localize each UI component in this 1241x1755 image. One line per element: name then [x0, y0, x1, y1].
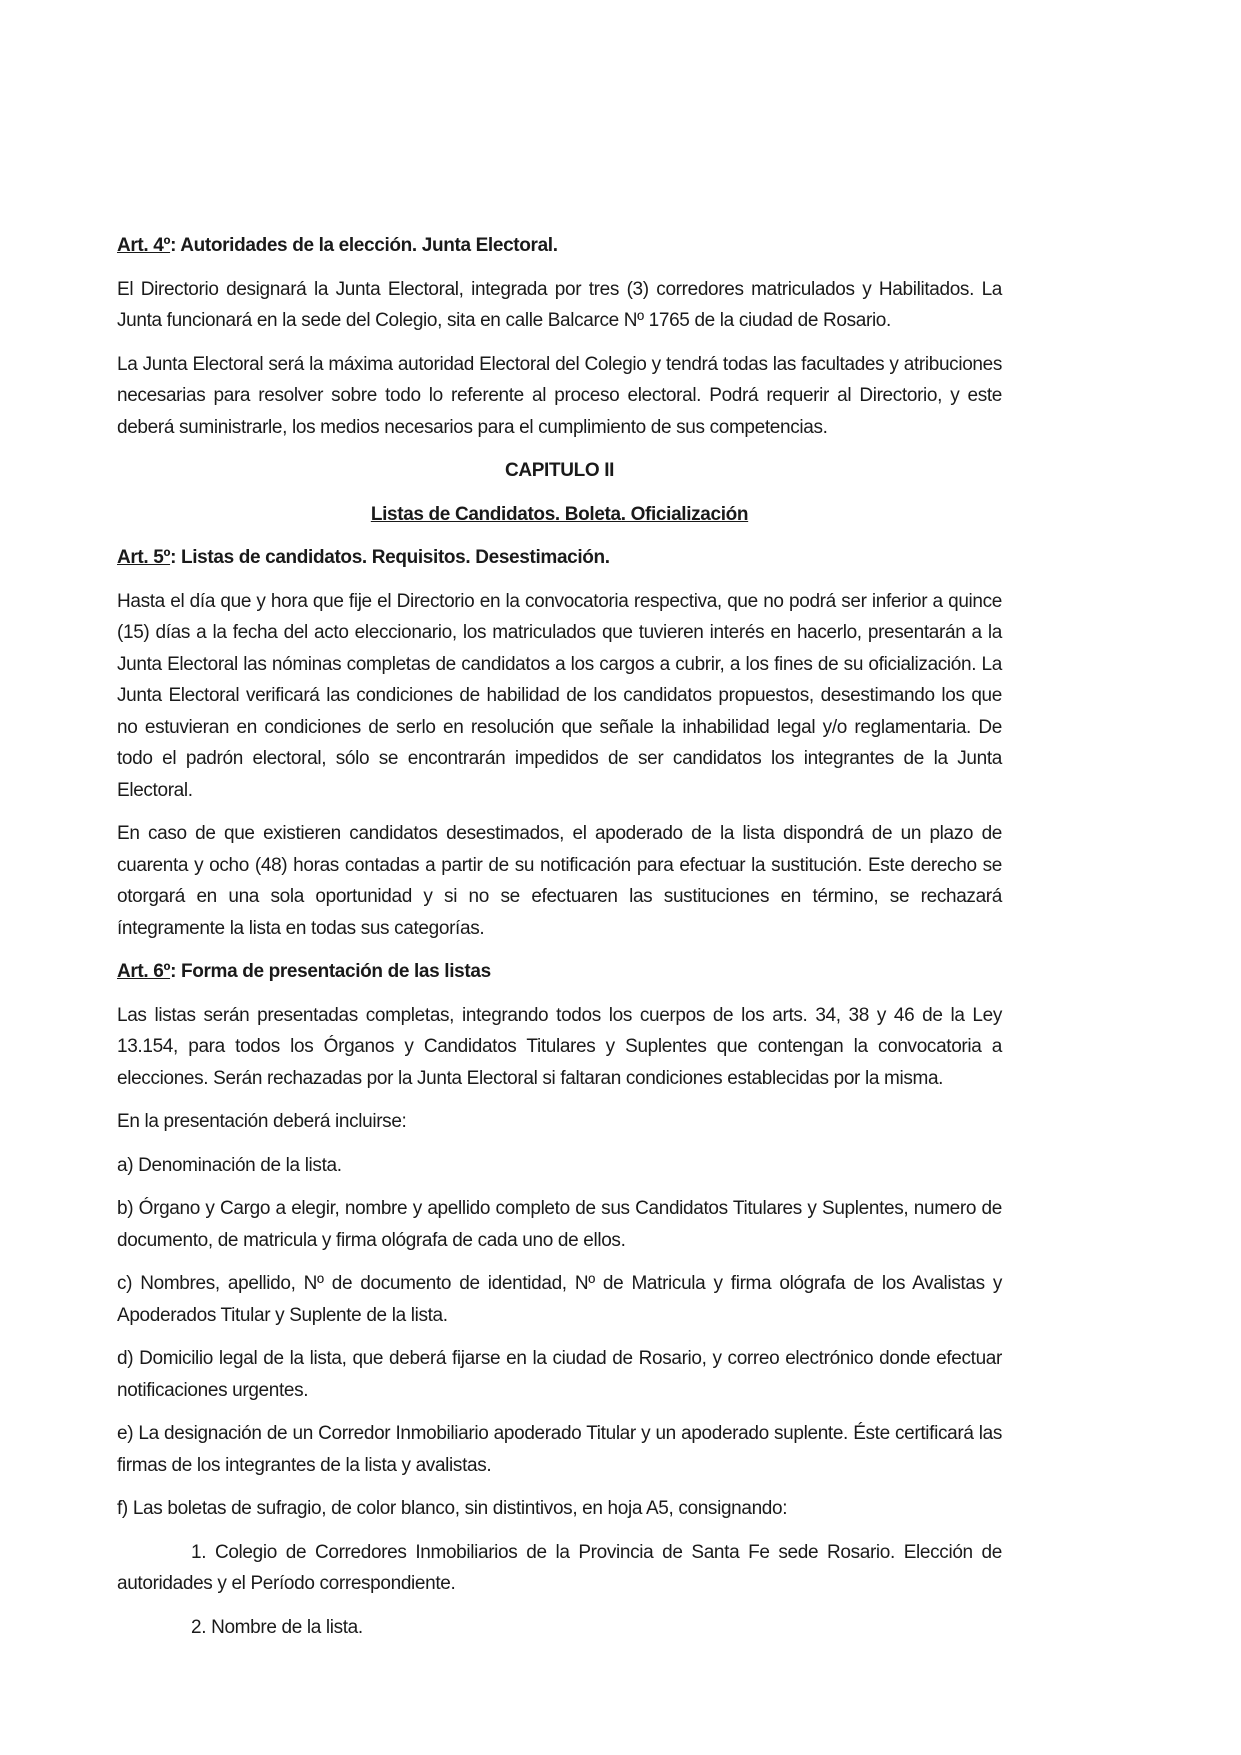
art5-title: : Listas de candidatos. Requisitos. Desestimación.	[170, 547, 610, 568]
list-item: f) Las boletas de sufragio, de color blanco, sin distintivos, en hoja A5, consignando:	[117, 1498, 788, 1519]
art5-heading	[117, 542, 1002, 574]
chapter-title: CAPITULO II	[504, 460, 615, 481]
art5-paragraph-1: Hasta el día que y hora que fije el Directorio en la convocatoria respectiva, que no podrá ser inferior a quince (15) días a la fecha del acto eleccionario, los matriculados que tuvieren interés en hacerlo, presentarán a la Junta Electoral las nóminas completas de candidatos a los cargos a cubrir, a los fines de su oficialización. La Junta Electoral verificará las condiciones de habilidad de los candidatos propuestos, desestimando los que no estuvieran en condiciones de serlo en resolución que señale la inhabilidad legal y/o reglamentaria. De todo el padrón electoral, sólo se encontrarán impedidos de ser candidatos los integrantes de la Junta Electoral.	[117, 590, 1002, 801]
art6-title: : Forma de presentación de las listas	[170, 961, 491, 982]
art4-paragraph-2: La Junta Electoral será la máxima autoridad Electoral del Colegio y tendrá todas las facultades y atribuciones necesarias para resolver sobre todo lo referente al proceso electoral. Podrá requerir al Directorio, y este deberá suministrarle, los medios necesarios para el cumplimiento de sus competencias.	[117, 353, 1002, 438]
art4-number: Art. 4º	[117, 235, 171, 256]
art5-paragraph-2: En caso de que existieren candidatos desestimados, el apoderado de la lista dispondrá de un plazo de cuarenta y ocho (48) horas contadas a partir de su notificación para efectuar la sustitución. Este derecho se otorgará en una sola oportunidad y si no se efectuaren las sustituciones en término, se rechazará íntegramente la lista en todas sus categorías.	[117, 823, 1002, 939]
art4-heading	[117, 230, 1002, 262]
document-page	[117, 230, 1002, 1655]
list-item: c) Nombres, apellido, Nº de documento de identidad, Nº de Matricula y firma ológrafa de los Avalistas y Apoderados Titular y Suplente de la lista.	[117, 1273, 1002, 1326]
list-item: e) La designación de un Corredor Inmobiliario apoderado Titular y un apoderado suplente. Éste certificará las firmas de los integrantes de la lista y avalistas.	[117, 1423, 1002, 1476]
chapter-subtitle	[117, 499, 1002, 531]
chapter-subtitle-text: Listas de Candidatos. Boleta. Oficialización	[370, 503, 749, 525]
art6-paragraph-2: En la presentación deberá incluirse:	[117, 1111, 407, 1132]
list-item: b) Órgano y Cargo a elegir, nombre y apellido completo de sus Candidatos Titulares y Suplentes, numero de documento, de matricula y firma ológrafa de cada uno de ellos.	[117, 1198, 1002, 1251]
sub-list-item: 1. Colegio de Corredores Inmobiliarios de la Provincia de Santa Fe sede Rosario. Elección de autoridades y el Período correspondiente.	[117, 1541, 1002, 1594]
art6-paragraph-1: Las listas serán presentadas completas, integrando todos los cuerpos de los arts. 34, 38 y 46 de la Ley 13.154, para todos los Órganos y Candidatos Titulares y Suplentes que contengan la convocatoria a elecciones. Serán rechazadas por la Junta Electoral si faltaran condiciones establecidas por la misma.	[117, 1004, 1002, 1089]
art6-number: Art. 6º	[117, 961, 171, 982]
art4-paragraph-1: El Directorio designará la Junta Electoral, integrada por tres (3) corredores matriculados y Habilitados. La Junta funcionará en la sede del Colegio, sita en calle Balcarce Nº 1765 de la ciudad de Rosario.	[117, 278, 1002, 331]
art5-number: Art. 5º	[117, 547, 171, 568]
list-item: d) Domicilio legal de la lista, que deberá fijarse en la ciudad de Rosario, y correo electrónico donde efectuar notificaciones urgentes.	[117, 1348, 1002, 1401]
art6-heading	[117, 956, 1002, 988]
list-item: a) Denominación de la lista.	[117, 1154, 342, 1176]
sub-list-item: 2. Nombre de la lista.	[191, 1616, 363, 1638]
art4-title: : Autoridades de la elección. Junta Electoral.	[170, 235, 558, 256]
